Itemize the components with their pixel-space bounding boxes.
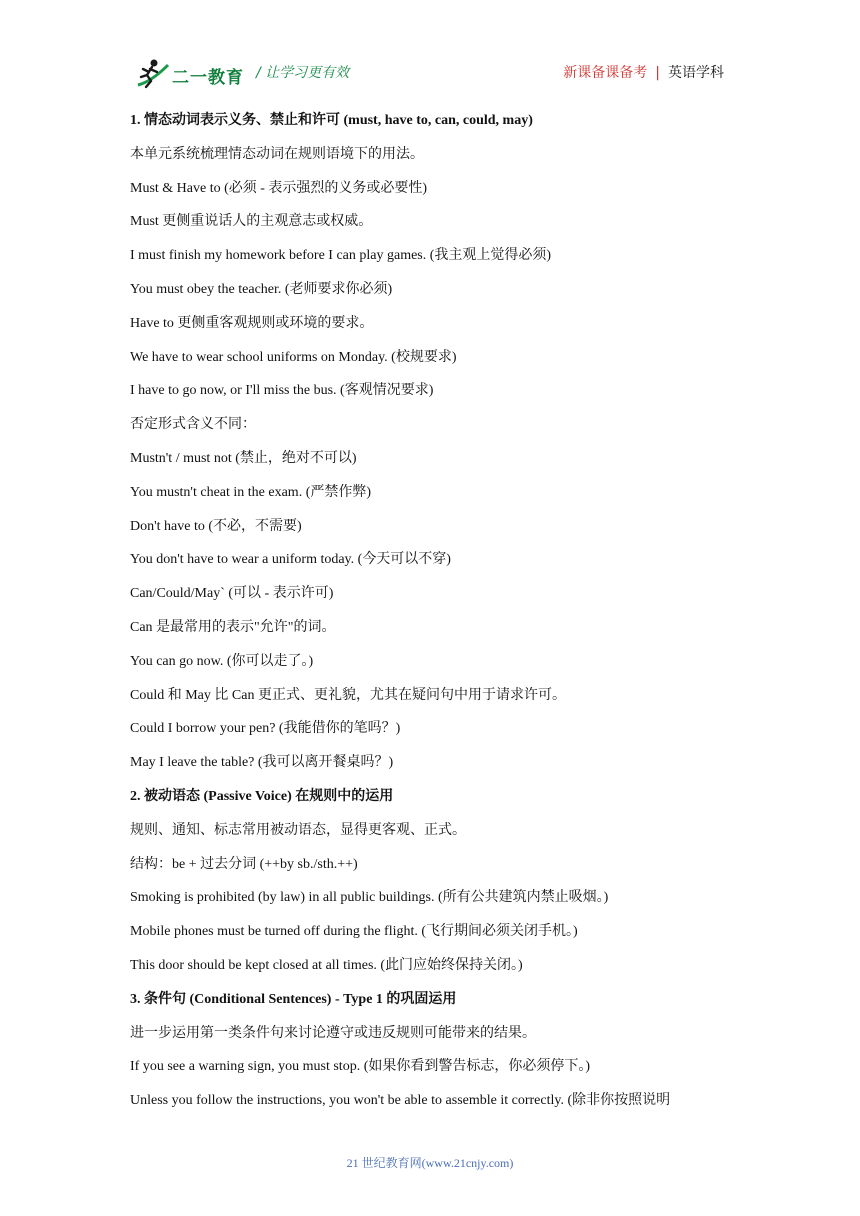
text-line: 结构：be + 过去分词 (++by sb./sth.++) <box>130 856 358 872</box>
text-line: We have to wear school uniforms on Monday. (校规要求) <box>130 349 457 365</box>
text-line: This door should be kept closed at all times. (此门应始终保持关闭。) <box>130 957 523 973</box>
section-heading: 3. 条件句 (Conditional Sentences) - Type 1 的巩固运用 <box>130 991 457 1007</box>
text-line: You must obey the teacher. (老师要求你必须) <box>130 281 393 297</box>
text-line: Must 更侧重说话人的主观意志或权威。 <box>130 214 373 230</box>
document-body <box>130 111 740 1125</box>
text-line: Unless you follow the instructions, you won't be able to assemble it correctly. (除非你按照说明 <box>130 1093 671 1109</box>
page-header <box>0 0 860 100</box>
section-heading: 1. 情态动词表示义务、禁止和许可 (must, have to, can, could, may) <box>130 113 533 128</box>
tag-separator: | <box>655 65 660 81</box>
text-line: 否定形式含义不同： <box>130 417 256 433</box>
text-line: Must & Have to (必须 - 表示强烈的义务或必要性) <box>130 180 428 196</box>
section-heading: 2. 被动语态 (Passive Voice) 在规则中的运用 <box>130 788 394 804</box>
text-line: Could 和 May 比 Can 更正式、更礼貌，尤其在疑问句中用于请求许可。 <box>130 687 566 703</box>
text-line: 进一步运用第一类条件句来讨论遵守或违反规则可能带来的结果。 <box>130 1025 536 1041</box>
text-line: 本单元系统梳理情态动词在规则语境下的用法。 <box>130 146 424 162</box>
text-line: You don't have to wear a uniform today. (今天可以不穿) <box>130 552 451 568</box>
text-line: Mustn't / must not (禁止，绝对不可以) <box>130 450 357 466</box>
logo-text: 二一教育 <box>172 68 244 88</box>
text-line: Don't have to (不必，不需要) <box>130 518 302 534</box>
text-line: May I leave the table? (我可以离开餐桌吗？) <box>130 755 394 771</box>
text-line: Mobile phones must be turned off during the flight. (飞行期间必须关闭手机。) <box>130 924 578 940</box>
text-line: You can go now. (你可以走了。) <box>130 653 314 669</box>
text-line: You mustn't cheat in the exam. (严禁作弊) <box>130 484 372 500</box>
page-footer: 21 世纪教育网(www.21cnjy.com) <box>346 1156 514 1170</box>
tag-course-prep: 新课备课备考 <box>563 65 648 81</box>
tag-subject: 英语学科 <box>668 65 724 81</box>
logo <box>132 57 242 91</box>
text-line: 规则、通知、标志常用被动语态，显得更客观、正式。 <box>130 822 466 838</box>
text-line: Could I borrow your pen? (我能借你的笔吗？) <box>130 721 401 737</box>
text-line: If you see a warning sign, you must stop. (如果你看到警告标志，你必须停下。) <box>130 1059 591 1075</box>
header-tags <box>563 62 724 82</box>
text-line: Can 是最常用的表示"允许"的词。 <box>130 619 336 635</box>
slogan: / 让学习更有效 <box>256 65 350 81</box>
runner-logo-icon <box>132 57 172 91</box>
text-line: I have to go now, or I'll miss the bus. (客观情况要求) <box>130 383 434 399</box>
text-line: Smoking is prohibited (by law) in all public buildings. (所有公共建筑内禁止吸烟。) <box>130 890 609 906</box>
text-line: Can/Could/May` (可以 - 表示许可) <box>130 586 334 602</box>
text-line: I must finish my homework before I can play games. (我主观上觉得必须) <box>130 248 552 264</box>
text-line: Have to 更侧重客观规则或环境的要求。 <box>130 315 374 331</box>
